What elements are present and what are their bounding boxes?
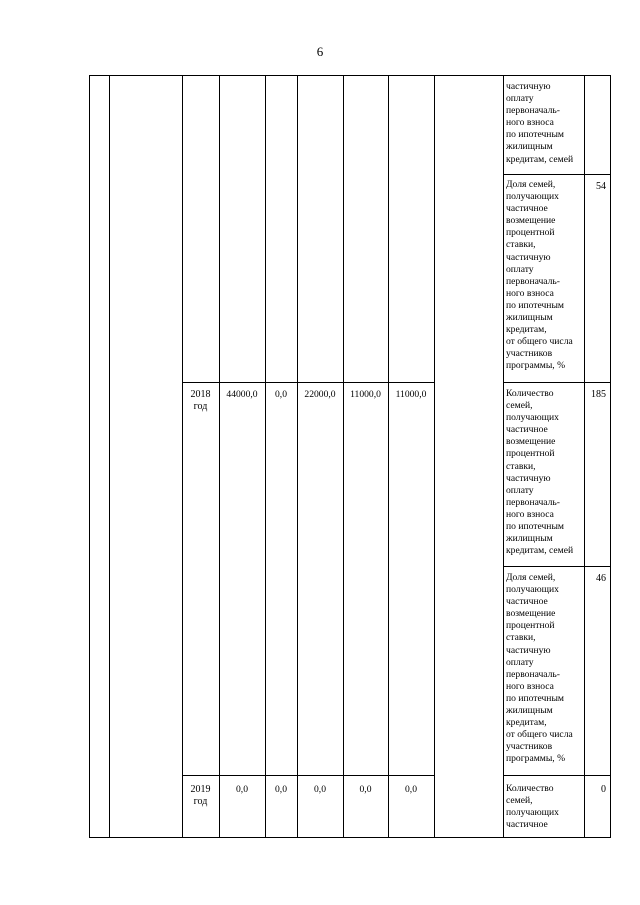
amount-other: 11000,0 <box>395 389 427 400</box>
year-row-divider <box>503 775 611 776</box>
amount-other: 0,0 <box>405 784 417 795</box>
amount-federal: 0,0 <box>275 389 287 400</box>
program-table <box>89 75 611 838</box>
column-divider <box>343 75 344 838</box>
column-divider <box>388 75 389 838</box>
amount-total: 44000,0 <box>226 389 258 400</box>
year-cell: 2019 год <box>190 784 211 808</box>
indicator-row-divider <box>503 566 611 567</box>
amount-total: 0,0 <box>236 784 248 795</box>
indicator-text: Доля семей, получающих частичное возмещение процентной ставки, частичную оплату первоначаль- ного взноса по ипотечным жилищным кредитам, от общего числа участников программы, % <box>506 179 573 372</box>
amount-regional: 22000,0 <box>304 389 336 400</box>
indicator-value: 0 <box>601 784 606 795</box>
year-row-divider <box>503 382 611 383</box>
indicator-value: 54 <box>596 181 606 192</box>
year-cell: 2018 год <box>190 389 211 413</box>
amount-federal: 0,0 <box>275 784 287 795</box>
page-number: 6 <box>316 44 324 59</box>
column-divider <box>109 75 110 838</box>
indicator-text: Количество семей, получающих частичное <box>506 783 559 831</box>
column-divider <box>503 75 504 838</box>
table-border-top <box>89 75 611 76</box>
amount-local: 0,0 <box>359 784 372 795</box>
table-border-bottom <box>89 837 611 838</box>
indicator-text: Доля семей, получающих частичное возмещение процентной ставки, частичную оплату первоначаль- ного взноса по ипотечным жилищным кредитам, от общего числа участников программы, % <box>506 572 573 765</box>
indicator-value: 46 <box>596 573 606 584</box>
indicator-text: частичную оплату первоначаль- ного взноса по ипотечным жилищным кредитам, семей <box>506 81 574 165</box>
amount-regional: 0,0 <box>314 784 326 795</box>
indicator-text: Количество семей, получающих частичное возмещение процентной ставки, частичную оплату первоначаль- ного взноса по ипотечным жилищным кредитам, семей <box>506 388 574 557</box>
amount-local: 11000,0 <box>350 389 381 400</box>
indicator-row-divider <box>503 174 611 175</box>
table-border-left <box>89 75 90 838</box>
indicator-value: 185 <box>591 389 606 400</box>
column-divider <box>434 75 435 838</box>
year-row-divider <box>182 775 434 776</box>
column-divider <box>182 75 183 838</box>
column-divider <box>297 75 298 838</box>
year-row-divider <box>182 382 434 383</box>
table-border-right <box>610 75 611 838</box>
column-divider <box>265 75 266 838</box>
column-divider <box>219 75 220 838</box>
